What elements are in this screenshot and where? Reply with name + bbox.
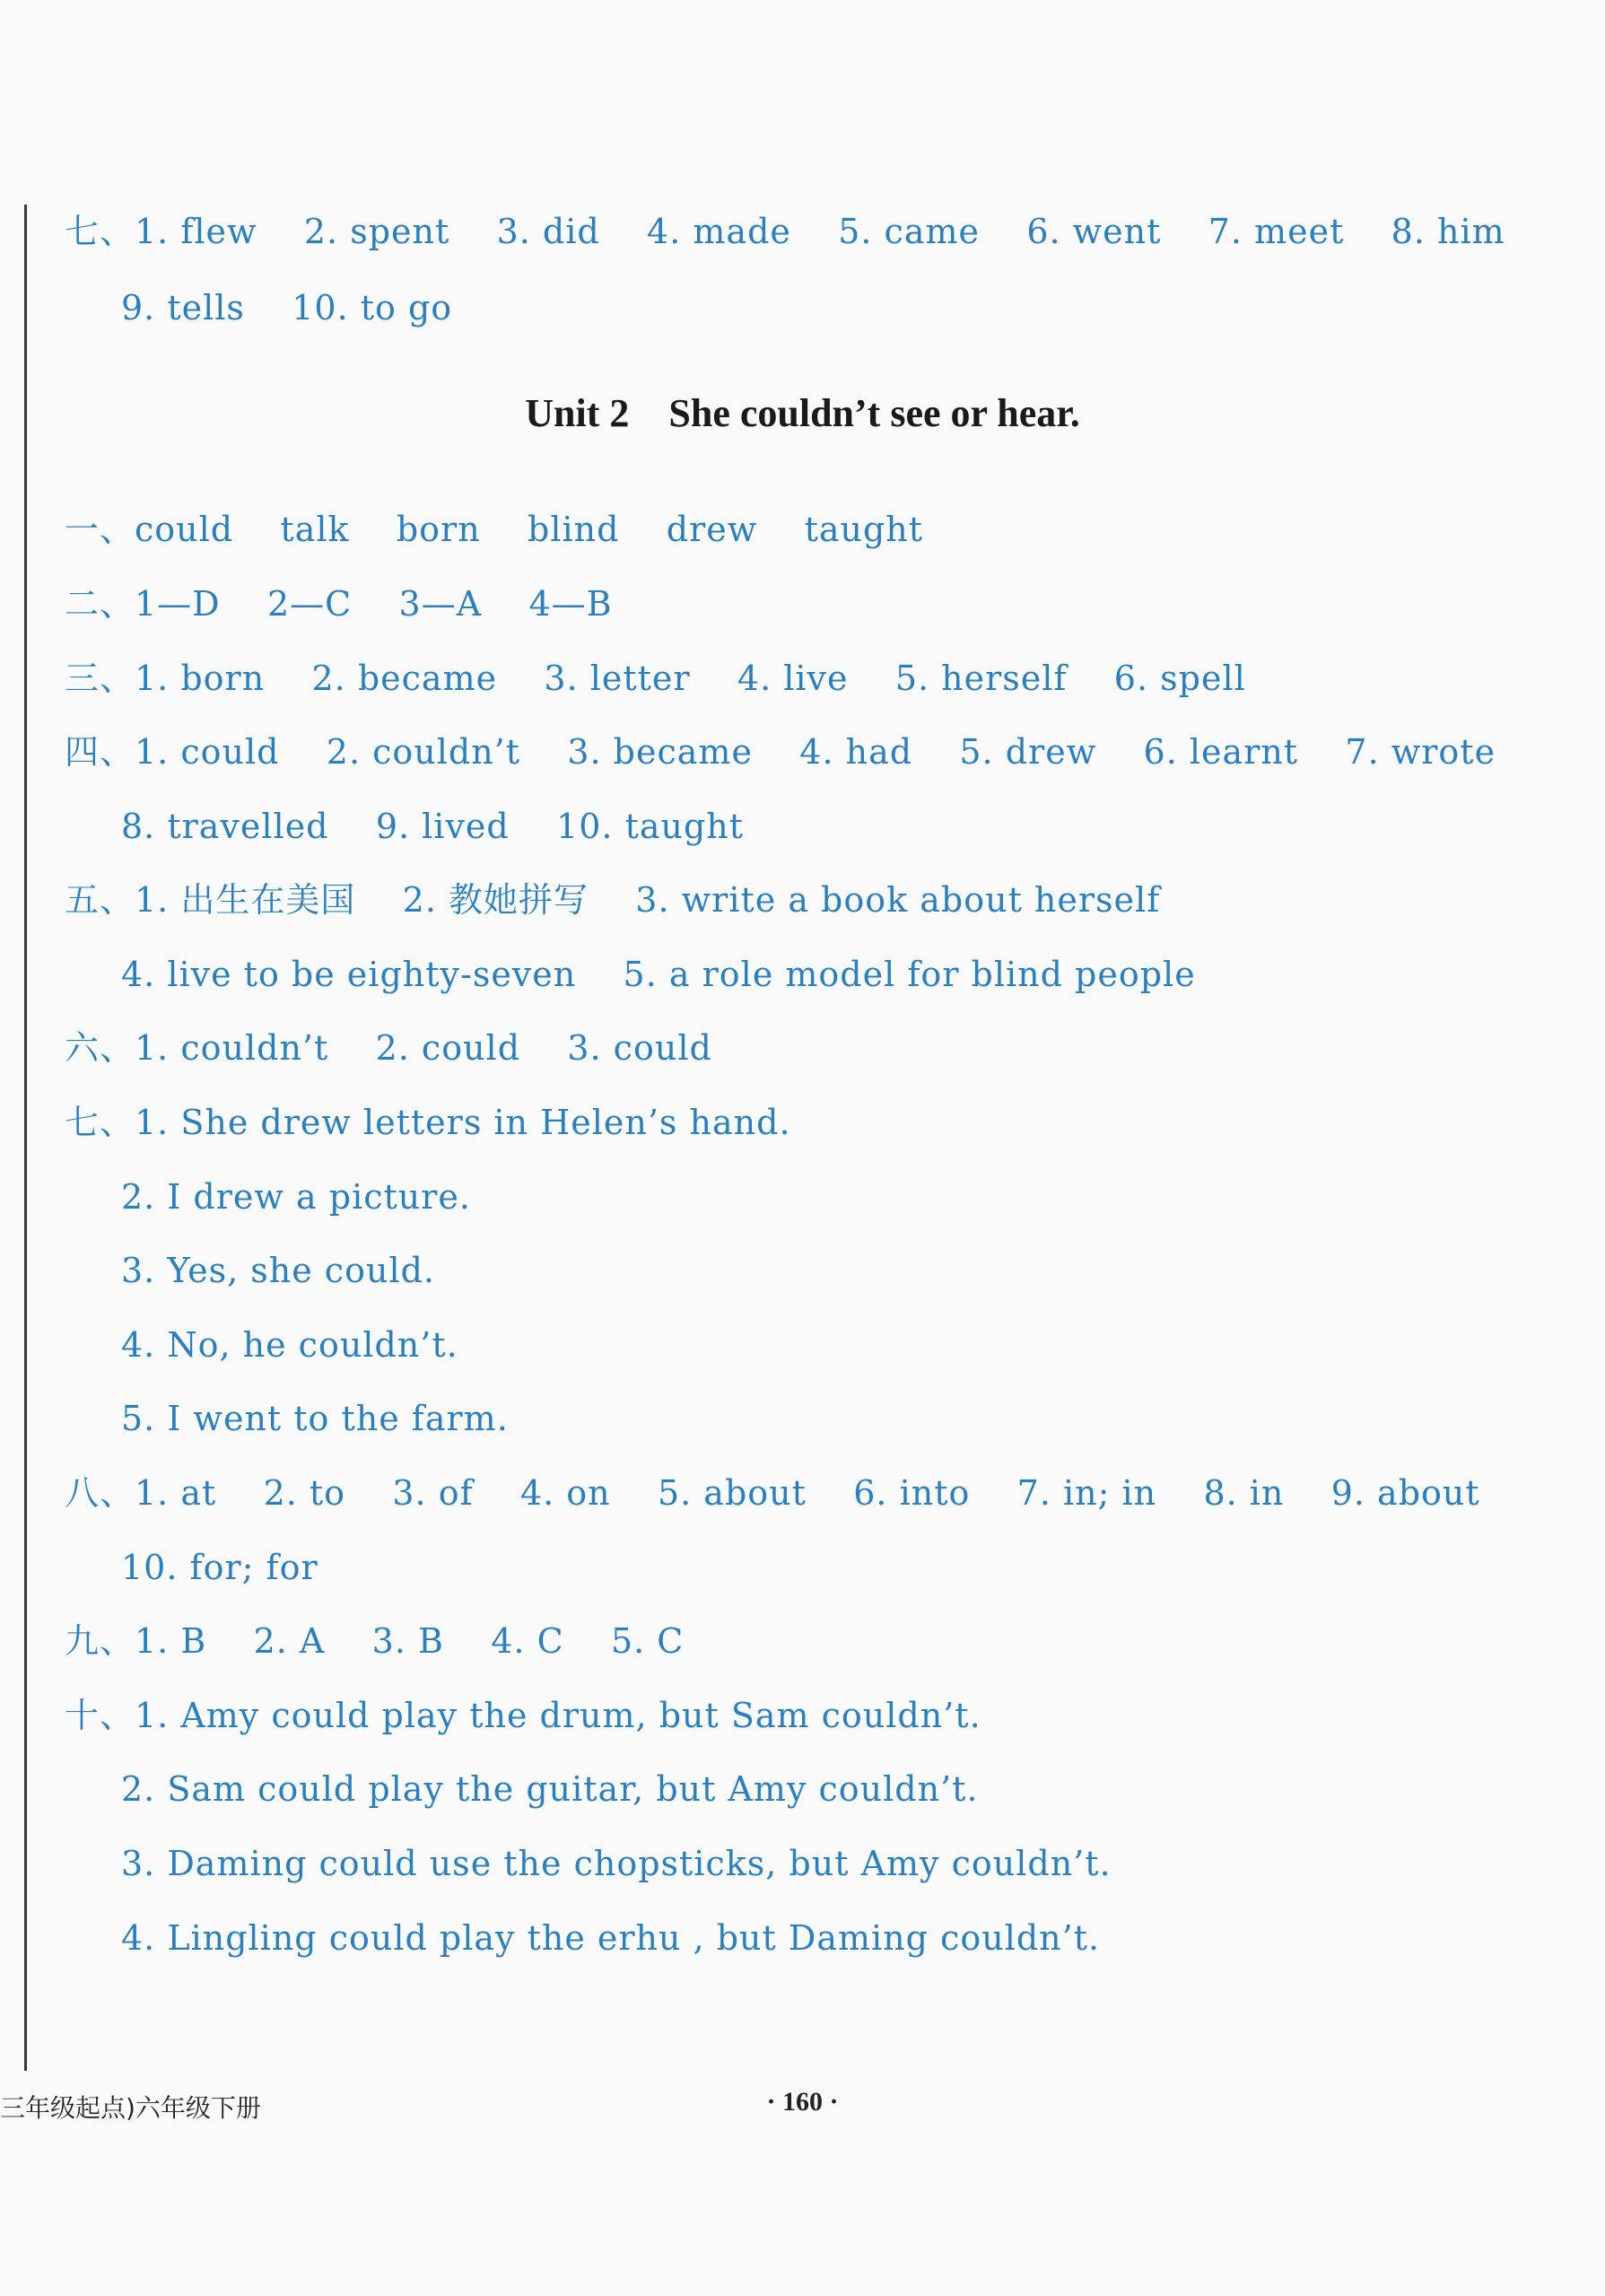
answer-line: 七、1. She drew letters in Helen’s hand. (65, 1103, 791, 1142)
answer-line: 八、1. at 2. to 3. of 4. on 5. about 6. into 7. in; in 8. in 9. about (65, 1473, 1480, 1513)
answer-line: 七、1. flew 2. spent 3. did 4. made 5. came 6. went 7. meet 8. him (65, 212, 1505, 251)
answer-line: 2. I drew a picture. (121, 1177, 471, 1217)
answer-line: 二、1—D 2—C 3—A 4—B (65, 584, 613, 624)
answer-line: 8. travelled 9. lived 10. taught (121, 807, 745, 846)
answer-line: 9. tells 10. to go (121, 288, 453, 327)
page-number: · 160 · (766, 2087, 839, 2117)
answer-line: 六、1. couldn’t 2. could 3. could (65, 1028, 712, 1068)
answer-line: 四、1. could 2. couldn’t 3. became 4. had 5. drew 6. learnt 7. wrote (65, 732, 1496, 772)
unit-title: Unit 2 She couldn’t see or hear. (525, 391, 1080, 435)
answer-line: 十、1. Amy could play the drum, but Sam couldn’t. (65, 1696, 981, 1735)
answer-line: 3. Daming could use the chopsticks, but Amy couldn’t. (121, 1844, 1112, 1883)
answer-line: 4. live to be eighty-seven 5. a role model for blind people (121, 955, 1196, 994)
margin-rule (24, 205, 27, 2071)
answer-line: 4. No, he couldn’t. (121, 1325, 458, 1365)
answer-line: 九、1. B 2. A 3. B 4. C 5. C (65, 1621, 685, 1661)
answer-line: 10. for; for (121, 1548, 318, 1587)
answer-line: 3. Yes, she could. (121, 1251, 435, 1290)
answer-line: 4. Lingling could play the erhu , but Daming couldn’t. (121, 1918, 1101, 1958)
answer-line: 5. I went to the farm. (121, 1399, 509, 1438)
answer-line: 2. Sam could play the guitar, but Amy couldn’t. (121, 1769, 979, 1809)
footer-book-label: 三年级起点)六年级下册 (0, 2093, 261, 2123)
answer-line: 一、could talk born blind drew taught (65, 510, 924, 549)
answer-line: 五、1. 出生在美国 2. 教她拼写 3. write a book about herself (65, 880, 1161, 920)
answer-line: 三、1. born 2. became 3. letter 4. live 5. herself 6. spell (65, 659, 1246, 698)
